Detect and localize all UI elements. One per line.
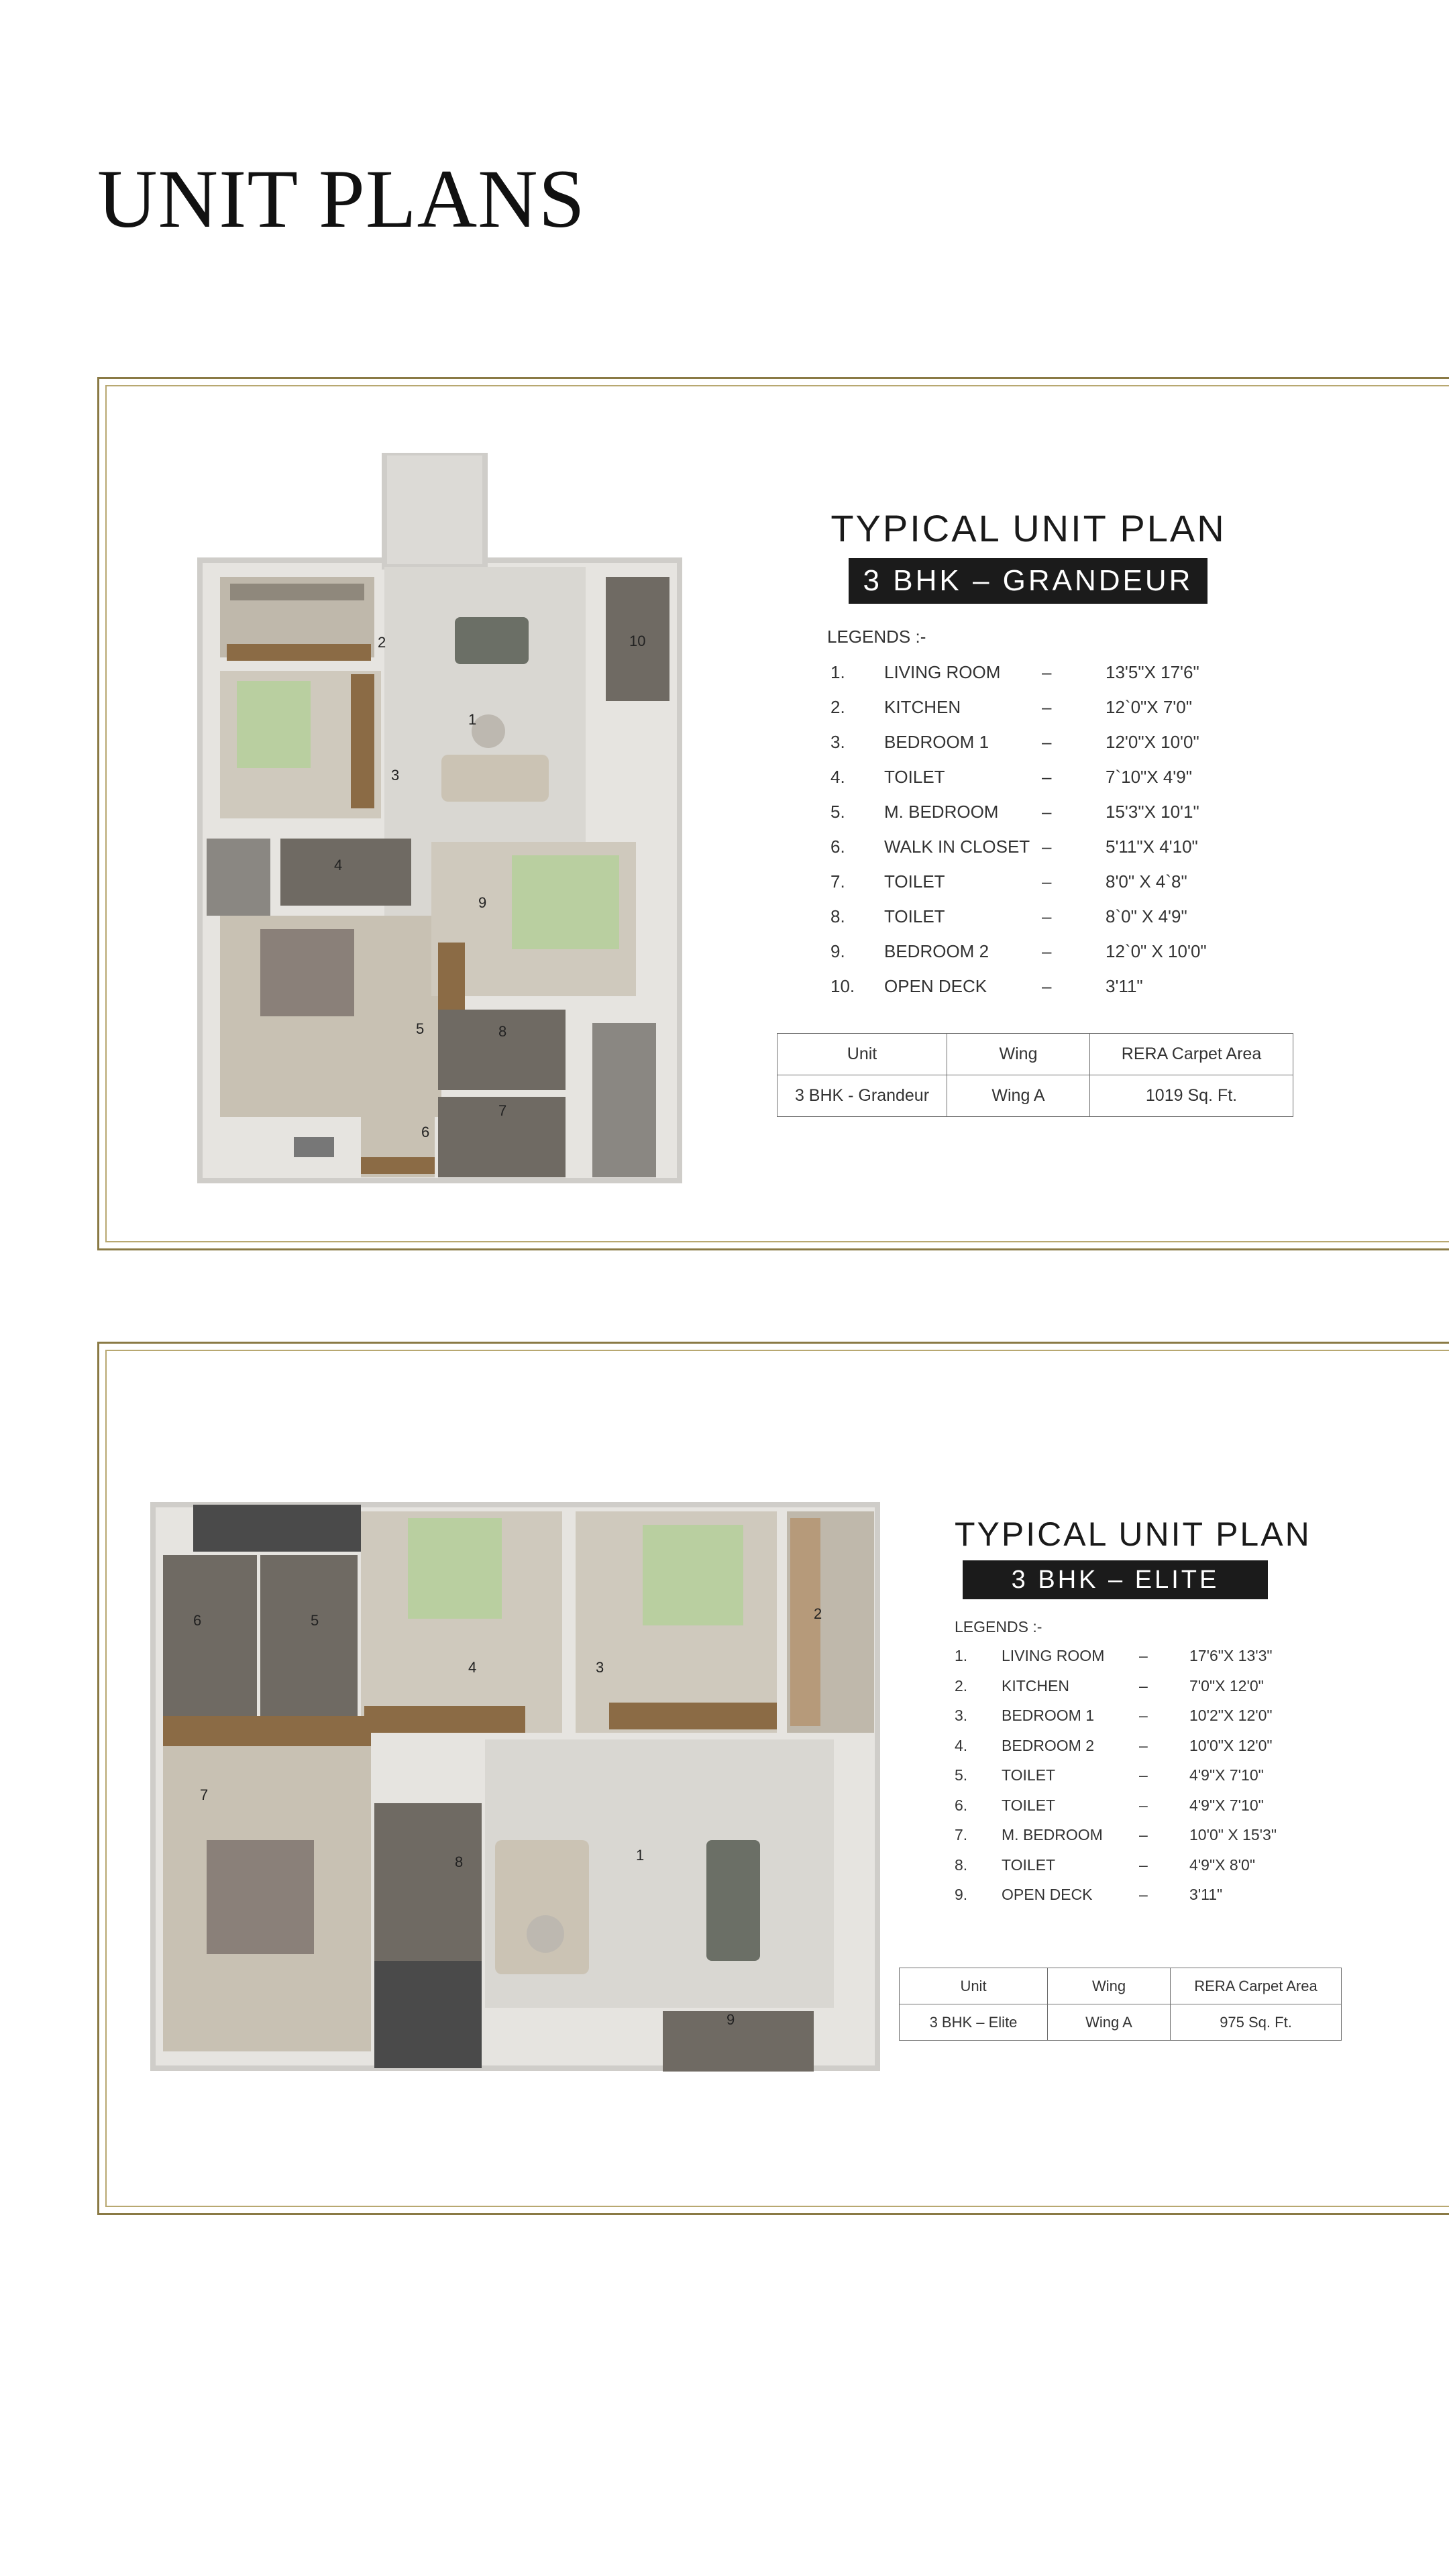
area-table [899, 1968, 1342, 2041]
table-cell: Wing A [1048, 2004, 1171, 2041]
room-marker: 8 [455, 1854, 464, 1870]
plan-type-badge: 3 BHK – ELITE [963, 1560, 1268, 1599]
legend-item: 7. M. BEDROOM – 10'0" X 15'3" [955, 1826, 1277, 1843]
room-marker: 1 [468, 711, 477, 728]
table-header: Unit [777, 1034, 947, 1075]
table-cell: 975 Sq. Ft. [1171, 2004, 1342, 2041]
room-marker: 4 [334, 857, 343, 873]
floor-plan-grandeur [190, 453, 727, 1191]
table-cell: 3 BHK - Grandeur [777, 1075, 947, 1117]
room-marker: 1 [636, 1847, 645, 1864]
plan-info-elite [955, 1515, 1371, 1916]
legend-item: 9. OPEN DECK – 3'11" [955, 1886, 1223, 1903]
room-marker: 4 [468, 1659, 477, 1676]
plan-heading: TYPICAL UNIT PLAN [830, 507, 1226, 549]
legend-item: 2. KITCHEN – 12`0"X 7'0" [830, 697, 1192, 717]
page-title: UNIT PLANS [97, 153, 586, 245]
legend-item: 8. TOILET – 8`0" X 4'9" [830, 906, 1187, 926]
legend-item: 5. M. BEDROOM – 15'3"X 10'1" [830, 802, 1199, 822]
room-marker: 3 [391, 767, 400, 784]
legend-item: 7. TOILET – 8'0" X 4`8" [830, 871, 1187, 892]
legend-list [955, 1647, 1371, 1916]
legend-item: 4. TOILET – 7`10"X 4'9" [830, 767, 1192, 787]
room-marker: 5 [416, 1020, 425, 1037]
table-header: RERA Carpet Area [1171, 1968, 1342, 2004]
table-cell: 3 BHK – Elite [900, 2004, 1048, 2041]
room-marker: 6 [193, 1612, 202, 1629]
legend-list [827, 662, 1404, 1011]
table-header: Unit [900, 1968, 1048, 2004]
room-marker: 3 [596, 1659, 604, 1676]
room-marker: 2 [814, 1605, 822, 1622]
room-marker: 9 [478, 894, 487, 911]
table-cell: Wing A [947, 1075, 1090, 1117]
room-marker: 5 [311, 1612, 319, 1629]
legend-item: 3. BEDROOM 1 – 10'2"X 12'0" [955, 1707, 1273, 1724]
plan-info-grandeur [827, 506, 1404, 1011]
legend-item: 1. LIVING ROOM – 13'5"X 17'6" [830, 662, 1199, 682]
unit-plan-card-elite [97, 1342, 1449, 2215]
plan-type-badge: 3 BHK – GRANDEUR [849, 558, 1208, 604]
floor-plan-elite [146, 1464, 904, 2082]
table-cell: 1019 Sq. Ft. [1090, 1075, 1293, 1117]
legend-item: 2. KITCHEN – 7'0"X 12'0" [955, 1676, 1264, 1695]
room-marker: 10 [629, 633, 646, 649]
table-header: Wing [947, 1034, 1090, 1075]
plan-heading: TYPICAL UNIT PLAN [955, 1515, 1311, 1553]
room-marker: 9 [727, 2011, 735, 2028]
legend-item: 3. BEDROOM 1 – 12'0"X 10'0" [830, 732, 1199, 752]
area-table [777, 1033, 1293, 1117]
legend-item: 10. OPEN DECK – 3'11" [830, 976, 1143, 996]
table-header: RERA Carpet Area [1090, 1034, 1293, 1075]
legend-item: 9. BEDROOM 2 – 12`0" X 10'0" [830, 941, 1207, 961]
table-header: Wing [1048, 1968, 1171, 2004]
room-marker: 7 [498, 1102, 507, 1119]
legend-item: 8. TOILET – 4'9"X 8'0" [955, 1856, 1256, 1874]
unit-plan-card-grandeur [97, 377, 1449, 1250]
legend-item: 6. TOILET – 4'9"X 7'10" [955, 1796, 1264, 1814]
legend-item: 4. BEDROOM 2 – 10'0"X 12'0" [955, 1736, 1273, 1754]
room-marker: 6 [421, 1124, 430, 1140]
legend-item: 6. WALK IN CLOSET – 5'11"X 4'10" [830, 837, 1198, 857]
legend-label: LEGENDS :- [827, 627, 926, 647]
room-marker: 7 [200, 1786, 209, 1803]
legend-item: 1. LIVING ROOM – 17'6"X 13'3" [955, 1647, 1273, 1664]
room-marker: 2 [378, 634, 386, 651]
legend-item: 5. TOILET – 4'9"X 7'10" [955, 1766, 1264, 1784]
legend-label: LEGENDS :- [955, 1618, 1042, 1635]
room-marker: 8 [498, 1023, 507, 1040]
